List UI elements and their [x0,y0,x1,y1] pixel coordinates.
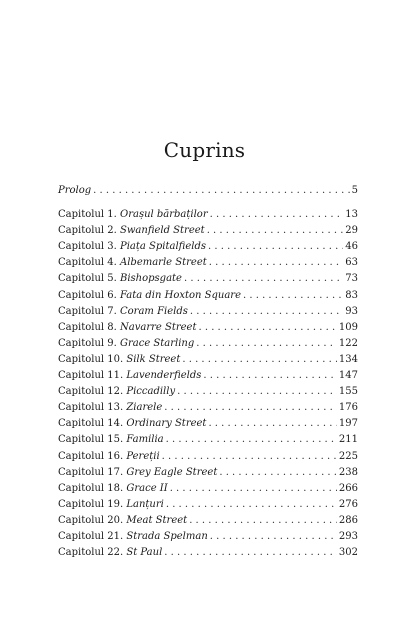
dot-leader [170,481,337,497]
chapter-number: Capitolul 4. [58,257,117,269]
toc-entry-label [58,513,187,529]
chapter-title: Navarre Street [120,321,197,333]
toc-entry [58,432,358,448]
toc-entry [58,288,358,304]
dot-leader [164,400,337,416]
page-number: 134 [338,353,358,365]
toc-entry-label [58,239,206,255]
toc-entry-label [58,497,164,513]
toc-entry [58,368,358,384]
page-number: 5 [351,185,358,196]
chapter-number: Capitolul 12. [58,386,124,398]
page-number: 302 [338,547,358,559]
page-number: 293 [338,530,358,542]
toc-entry [58,400,358,416]
dot-leader [207,223,344,239]
chapter-title: Bishopsgate [120,273,182,285]
toc-entry-label [58,449,160,465]
chapter-number: Capitolul 9. [58,337,117,349]
chapter-number: Capitolul 2. [58,225,117,237]
chapter-title: Grace Starling [120,337,195,349]
dot-leader [177,384,337,400]
toc-entry [58,513,358,529]
toc-entry [58,320,358,336]
chapter-title: Strada Spelman [126,530,208,542]
toc-entry-label [58,416,206,432]
chapter-title: Grace II [126,482,168,494]
page-number: 109 [338,321,358,333]
toc-entry-label [58,400,162,416]
page-number: 147 [338,370,358,382]
chapter-number: Capitolul 8. [58,321,117,333]
page-number: 29 [345,225,358,237]
chapter-title: Ordinary Street [126,418,207,430]
toc-entry [58,384,358,400]
chapter-number: Capitolul 3. [58,241,117,253]
chapter-title: Pereții [126,450,160,462]
chapter-number: Capitolul 20. [58,514,124,526]
toc-entry-label [58,320,196,336]
dot-leader [210,529,337,545]
dot-leader [243,288,343,304]
dot-leader [219,465,337,481]
page-number: 225 [338,450,358,462]
toc-entry [58,239,358,255]
chapter-number: Capitolul 17. [58,466,124,478]
dot-leader [182,352,337,368]
chapter-title: Meat Street [126,514,188,526]
chapter-number: Capitolul 13. [58,402,124,414]
toc-entry-label [58,529,208,545]
toc-entry-label [58,207,208,223]
dot-leader [208,239,343,255]
toc-entry-label [58,304,188,320]
page-number: 276 [338,498,358,510]
toc-entry [58,255,358,271]
toc-entry [58,529,358,545]
toc-entry [58,352,358,368]
toc-entry-label [58,183,91,199]
page-number: 266 [338,482,358,494]
chapter-title: Piața Spitalfields [120,241,206,253]
chapter-number: Capitolul 5. [58,273,117,285]
table-of-contents [58,183,358,561]
toc-entry-label [58,481,168,497]
page-number: 46 [345,241,358,253]
chapter-number: Capitolul 14. [58,418,124,430]
toc-entry [58,416,358,432]
dot-leader [203,368,337,384]
toc-entry-label [58,465,217,481]
chapter-title: Ziarele [126,402,163,414]
page-number: 83 [345,289,358,301]
toc-entry-label [58,336,194,352]
dot-leader [209,255,344,271]
chapter-title: Lavenderfields [126,370,202,382]
chapter-number: Capitolul 16. [58,450,124,462]
dot-leader [166,497,337,513]
toc-entry-label [58,368,201,384]
toc-entry-prolog [58,183,358,199]
dot-leader [210,207,344,223]
dot-leader [164,545,337,561]
chapter-number: Capitolul 1. [58,209,117,221]
chapter-number: Capitolul 19. [58,498,124,510]
chapter-title: Silk Street [126,353,181,365]
toc-entry [58,497,358,513]
toc-entry [58,223,358,239]
chapter-number: Capitolul 7. [58,305,117,317]
chapter-title: Albemarle Street [120,257,207,269]
chapter-title: Piccadilly [126,386,176,398]
toc-entry [58,449,358,465]
chapter-title: Grey Eagle Street [126,466,218,478]
chapter-number: Capitolul 18. [58,482,124,494]
toc-entry [58,545,358,561]
chapter-title: Coram Fields [120,305,188,317]
page-number: 122 [338,337,358,349]
dot-leader [162,449,337,465]
chapter-number: Capitolul 11. [58,370,124,382]
chapter-title: Swanfield Street [120,225,205,237]
chapter-number: Capitolul 10. [58,353,124,365]
toc-entry-label [58,352,180,368]
toc-entry [58,465,358,481]
dot-leader [198,320,336,336]
dot-leader [190,304,343,320]
chapter-number: Capitolul 22. [58,547,124,559]
toc-entry-label [58,271,182,287]
page-number: 238 [338,466,358,478]
page-number: 13 [345,209,358,221]
chapter-number: Capitolul 21. [58,530,124,542]
page-number: 73 [345,273,358,285]
page-number: 63 [345,257,358,269]
toc-entry-label [58,432,164,448]
dot-leader [208,416,336,432]
dot-leader [166,432,337,448]
chapter-number: Capitolul 6. [58,289,117,301]
page-number: 286 [338,514,358,526]
page-number: 155 [338,386,358,398]
toc-entry-label [58,288,241,304]
chapter-number: Capitolul 15. [58,434,124,446]
toc-entry-label [58,223,205,239]
dot-leader [189,513,337,529]
chapter-title: Fata din Hoxton Square [120,289,241,301]
chapter-title: Familia [126,434,164,446]
toc-entry [58,271,358,287]
page-number: 93 [345,305,358,317]
chapter-title: St Paul [126,547,163,559]
chapter-title: Lanțuri [126,498,164,510]
page-number: 197 [338,418,358,430]
toc-entry [58,304,358,320]
dot-leader [93,183,349,199]
toc-entry [58,336,358,352]
chapter-title: Prolog [58,185,92,196]
page-number: 211 [338,434,358,446]
chapter-title: Orașul bărbaților [120,209,208,221]
dot-leader [196,336,337,352]
toc-entry [58,207,358,223]
toc-entry-label [58,384,175,400]
toc-entry-label [58,545,162,561]
toc-entry-label [58,255,207,271]
toc-entry [58,481,358,497]
dot-leader [184,271,343,287]
page-title: Cuprins [163,138,246,162]
page-number: 176 [338,402,358,414]
